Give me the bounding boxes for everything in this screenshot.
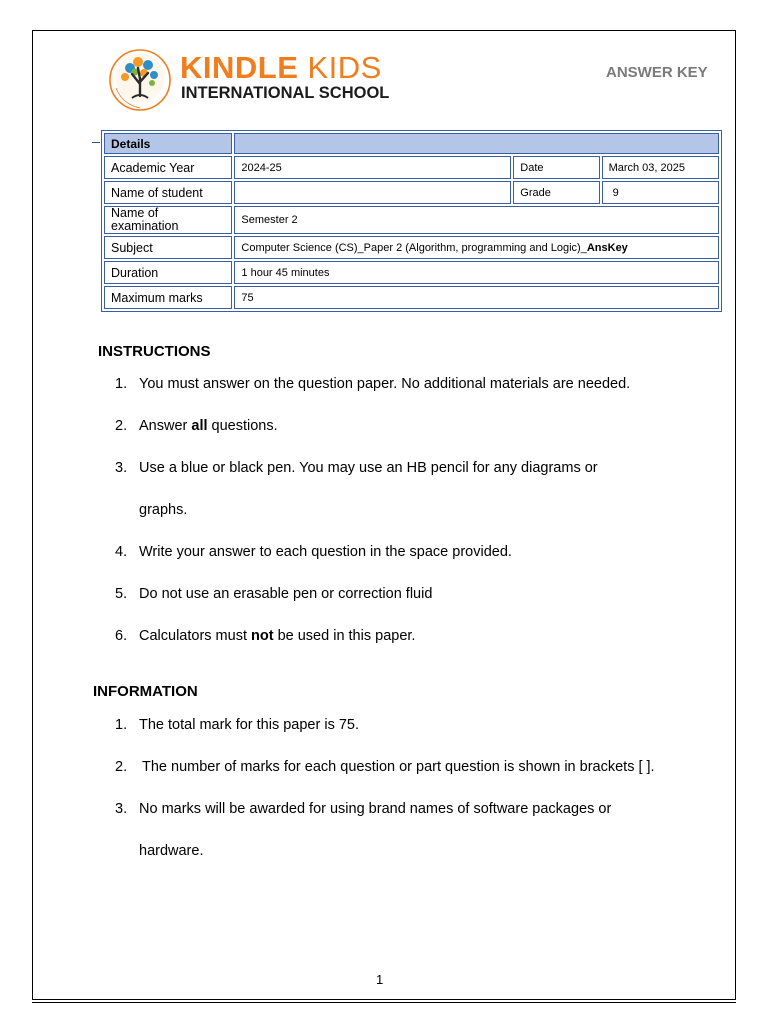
grade-value: 9 [602, 181, 719, 204]
student-name-label: Name of student [104, 181, 232, 204]
margin-marker [92, 142, 100, 143]
list-item: 2. Answer all questions. [115, 418, 278, 434]
logo-title: KINDLE KIDS [180, 50, 382, 85]
table-row [104, 236, 719, 259]
max-marks-label: Maximum marks [104, 286, 232, 309]
date-value: March 03, 2025 [602, 156, 719, 179]
school-logo [108, 48, 398, 112]
page-bottom-rule [32, 1002, 736, 1003]
table-row [104, 181, 719, 204]
table-header-row [104, 133, 719, 154]
details-table-wrap [101, 130, 722, 312]
information-list [115, 717, 655, 885]
max-marks-value: 75 [234, 286, 719, 309]
details-header-blank [234, 133, 719, 154]
list-item: 3. Use a blue or black pen. You may use an HB pencil for any diagrams or [115, 460, 598, 476]
duration-label: Duration [104, 261, 232, 284]
list-item: 3. No marks will be awarded for using brand names of software packages or [115, 801, 612, 817]
list-item-continuation: hardware. [139, 843, 204, 859]
subject-label: Subject [104, 236, 232, 259]
exam-name-value: Semester 2 [234, 206, 719, 234]
table-row [104, 261, 719, 284]
details-table [101, 130, 722, 312]
grade-label: Grade [513, 181, 599, 204]
details-header-cell: Details [104, 133, 232, 154]
list-item: 5. Do not use an erasable pen or correction fluid [115, 586, 433, 602]
date-label: Date [513, 156, 599, 179]
table-row [104, 286, 719, 309]
page-number: 1 [376, 972, 384, 987]
table-row [104, 206, 719, 234]
instructions-list [115, 376, 631, 670]
list-item: 2. The number of marks for each question or part question is shown in brackets [ ]. [115, 759, 655, 775]
exam-name-label: Name of examination [104, 206, 232, 234]
logo-subtitle: INTERNATIONAL SCHOOL [181, 84, 390, 102]
instructions-heading: INSTRUCTIONS [98, 343, 211, 360]
academic-year-label: Academic Year [104, 156, 232, 179]
duration-value: 1 hour 45 minutes [234, 261, 719, 284]
table-row [104, 156, 719, 179]
list-item: 1. You must answer on the question paper. No additional materials are needed. [115, 376, 631, 392]
information-heading: INFORMATION [93, 683, 198, 700]
student-name-value[interactable] [234, 181, 511, 204]
subject-value: Computer Science (CS)_Paper 2 (Algorithm, programming and Logic)_AnsKey [234, 236, 719, 259]
answer-key-label: ANSWER KEY [606, 64, 708, 81]
list-item-continuation: graphs. [139, 502, 188, 518]
academic-year-value: 2024-25 [234, 156, 511, 179]
list-item: 1. The total mark for this paper is 75. [115, 717, 360, 733]
list-item: 6. Calculators must not be used in this paper. [115, 628, 416, 644]
tree-emblem-icon [108, 48, 172, 112]
list-item: 4. Write your answer to each question in the space provided. [115, 544, 512, 560]
